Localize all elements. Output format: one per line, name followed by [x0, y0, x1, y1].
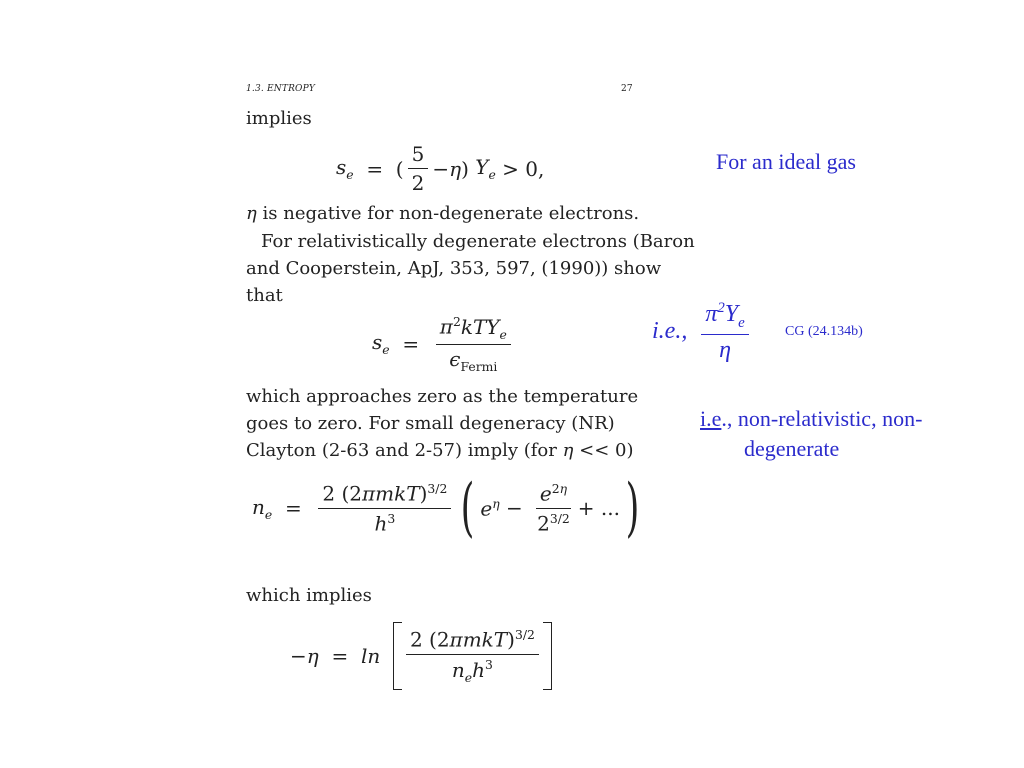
section-header: 1.3. ENTROPY: [246, 84, 316, 94]
equation-entropy-nondegenerate: $s_e$ = ( $\frac{5}{2}$ − η ) $Y_e$ > 0,: [336, 142, 545, 195]
approach-line-3: Clayton (2-63 and 2-57) imply (for η << 0): [246, 440, 634, 461]
text-implies: implies: [246, 108, 312, 129]
approach-line-1: which approaches zero as the temperature: [246, 386, 639, 407]
approach-line-2: goes to zero. For small degeneracy (NR): [246, 413, 615, 434]
annotation-nr-line-1: i.e., non-relativistic, non-: [700, 406, 923, 431]
page-number: 27: [621, 84, 633, 94]
annotation-ideal-gas: For an ideal gas: [716, 149, 856, 174]
equation-electron-density: $n_e$ = $\frac{2 (2\pi mkT)^{3/2}}{h^3}$ ( $e^\eta$ − $\frac{e^{2\eta}}{2^{3/2}}$ + ... ): [252, 471, 640, 545]
text-which-implies: which implies: [246, 585, 372, 606]
eta-negative-line: η is negative for non-degenerate electrons.: [246, 203, 640, 224]
annotation-ie-formula: i.e., $\frac{\pi^2Y_e}{\eta}$: [652, 300, 753, 364]
relativistic-line-2: and Cooperstein, ApJ, 353, 597, (1990)) show: [246, 258, 662, 279]
annotation-cg-ref: CG (24.134b): [785, 324, 863, 339]
equation-entropy-degenerate: $s_e$ = $\frac{\pi^2kTY_e}{\epsilon_{Fermi}}$: [372, 314, 515, 374]
relativistic-line-1: For relativistically degenerate electrons (Baron: [261, 231, 695, 252]
equation-eta: − η = ln $\frac{2 (2\pi mkT)^{3/2}}{n_eh^3}$: [290, 622, 552, 690]
relativistic-line-3: that: [246, 285, 283, 306]
annotation-nr-line-2: degenerate: [744, 436, 840, 461]
